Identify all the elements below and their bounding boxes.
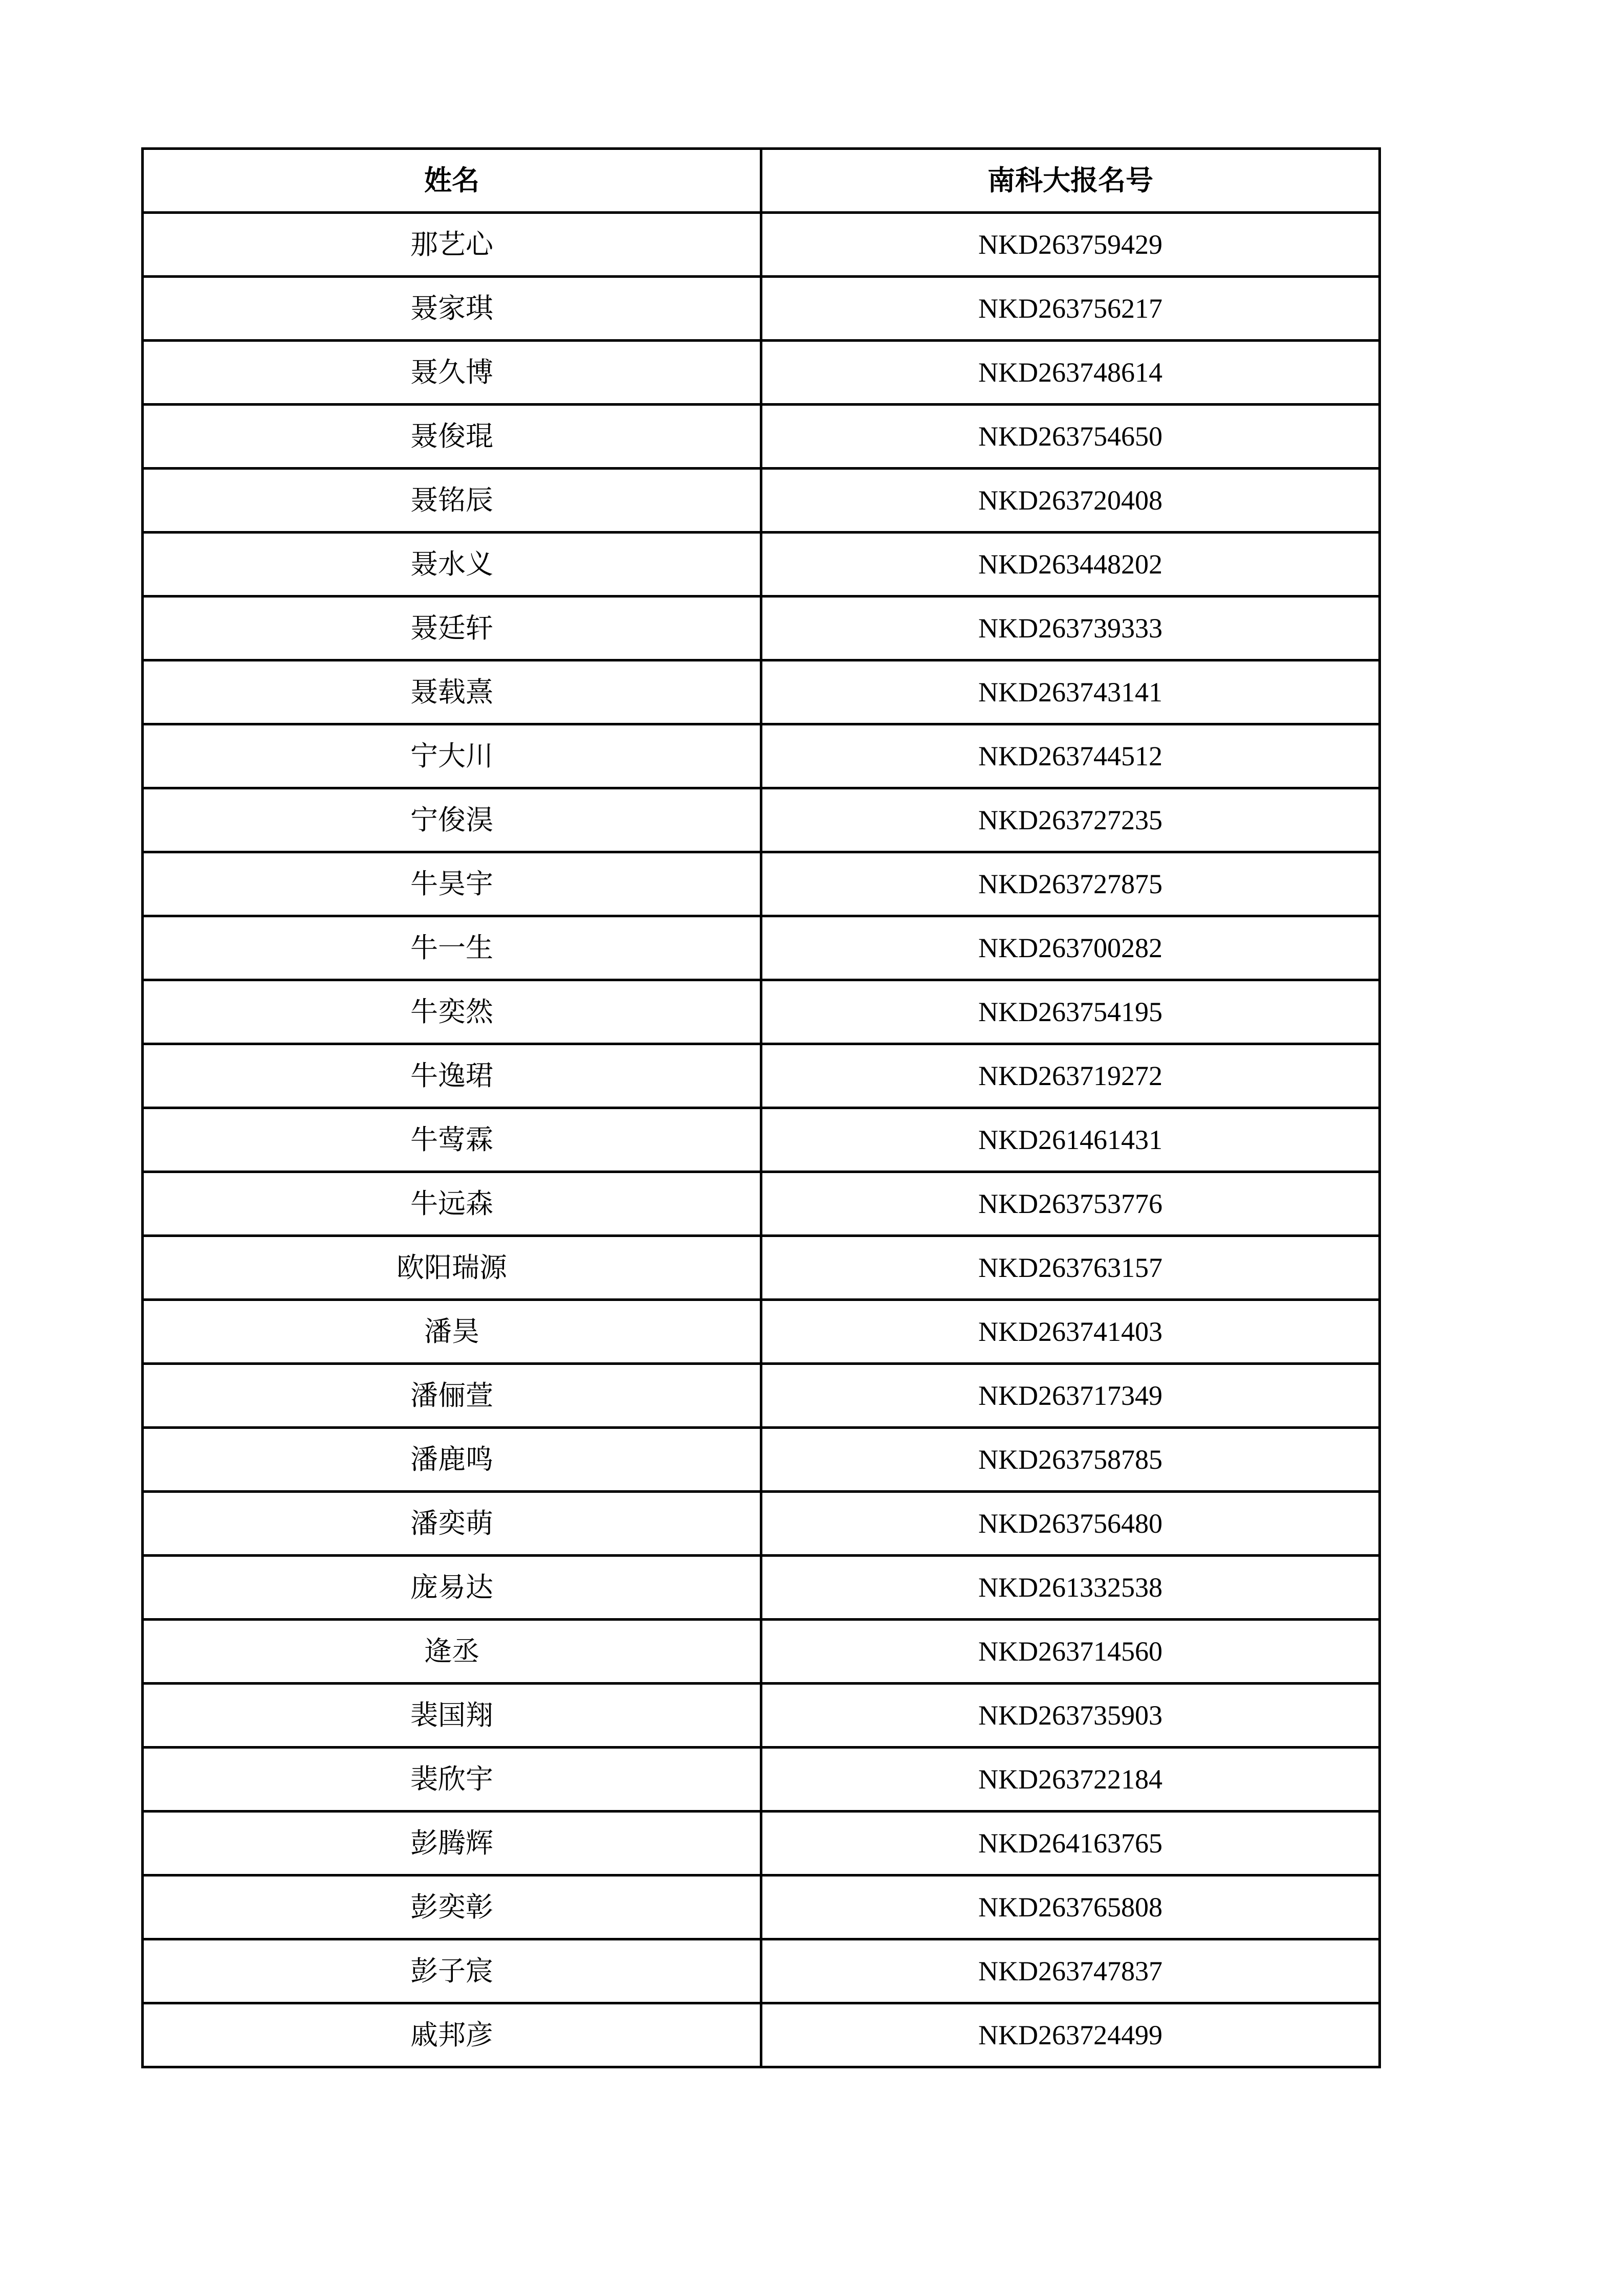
table-row (143, 1492, 1380, 1556)
table-row (143, 916, 1380, 980)
name-cell: 彭子宸 (143, 1939, 761, 2003)
table-row (143, 724, 1380, 788)
table-row (143, 469, 1380, 533)
table-row (143, 1044, 1380, 1108)
registration-number-cell: NKD263722184 (761, 1748, 1380, 1812)
registration-number-cell: NKD263754195 (761, 980, 1380, 1044)
name-cell: 聂载熹 (143, 660, 761, 724)
name-cell: 潘鹿鸣 (143, 1428, 761, 1492)
name-cell: 聂廷轩 (143, 597, 761, 660)
name-cell: 裴国翔 (143, 1684, 761, 1748)
name-cell: 牛奕然 (143, 980, 761, 1044)
registration-number-cell: NKD263744512 (761, 724, 1380, 788)
name-cell: 聂久博 (143, 341, 761, 405)
table-row (143, 213, 1380, 277)
table-row (143, 1939, 1380, 2003)
table-row (143, 1812, 1380, 1875)
name-cell: 彭腾辉 (143, 1812, 761, 1875)
name-cell: 聂俊琨 (143, 405, 761, 469)
registration-table (141, 147, 1381, 2068)
table-row (143, 341, 1380, 405)
name-cell: 庞易达 (143, 1556, 761, 1620)
table-row (143, 1300, 1380, 1364)
registration-number-cell: NKD263720408 (761, 469, 1380, 533)
table-body (143, 213, 1380, 2067)
registration-number-cell: NKD264163765 (761, 1812, 1380, 1875)
table-row (143, 1236, 1380, 1300)
registration-number-cell: NKD263724499 (761, 2003, 1380, 2067)
name-cell: 牛昊宇 (143, 852, 761, 916)
registration-number-cell: NKD261332538 (761, 1556, 1380, 1620)
name-cell: 戚邦彦 (143, 2003, 761, 2067)
name-cell: 逄丞 (143, 1620, 761, 1684)
table-row (143, 277, 1380, 341)
name-cell: 聂水义 (143, 533, 761, 597)
registration-number-cell: NKD263741403 (761, 1300, 1380, 1364)
table-row (143, 1875, 1380, 1939)
table-row (143, 980, 1380, 1044)
table-row (143, 660, 1380, 724)
registration-number-cell: NKD263735903 (761, 1684, 1380, 1748)
table-row (143, 1748, 1380, 1812)
registration-number-cell: NKD261461431 (761, 1108, 1380, 1172)
name-cell: 潘奕萌 (143, 1492, 761, 1556)
header-name: 姓名 (143, 149, 761, 213)
header-registration-number: 南科大报名号 (761, 149, 1380, 213)
name-cell: 潘俪萱 (143, 1364, 761, 1428)
name-cell: 那艺心 (143, 213, 761, 277)
table-row (143, 533, 1380, 597)
registration-number-cell: NKD263700282 (761, 916, 1380, 980)
registration-number-cell: NKD263763157 (761, 1236, 1380, 1300)
name-cell: 牛远森 (143, 1172, 761, 1236)
registration-number-cell: NKD263748614 (761, 341, 1380, 405)
registration-number-cell: NKD263717349 (761, 1364, 1380, 1428)
registration-number-cell: NKD263758785 (761, 1428, 1380, 1492)
table-row (143, 2003, 1380, 2067)
registration-number-cell: NKD263747837 (761, 1939, 1380, 2003)
table-row (143, 1364, 1380, 1428)
registration-number-cell: NKD263448202 (761, 533, 1380, 597)
name-cell: 潘昊 (143, 1300, 761, 1364)
name-cell: 宁大川 (143, 724, 761, 788)
registration-number-cell: NKD263727875 (761, 852, 1380, 916)
table-row (143, 1108, 1380, 1172)
registration-number-cell: NKD263714560 (761, 1620, 1380, 1684)
registration-number-cell: NKD263756480 (761, 1492, 1380, 1556)
name-cell: 牛莺霖 (143, 1108, 761, 1172)
table-row (143, 788, 1380, 852)
table-header-row (143, 149, 1380, 213)
registration-number-cell: NKD263753776 (761, 1172, 1380, 1236)
table-row (143, 1428, 1380, 1492)
registration-number-cell: NKD263743141 (761, 660, 1380, 724)
name-cell: 聂铭辰 (143, 469, 761, 533)
name-cell: 欧阳瑞源 (143, 1236, 761, 1300)
table-row (143, 597, 1380, 660)
name-cell: 牛一生 (143, 916, 761, 980)
name-cell: 裴欣宇 (143, 1748, 761, 1812)
registration-number-cell: NKD263754650 (761, 405, 1380, 469)
name-cell: 宁俊淏 (143, 788, 761, 852)
table-row (143, 1684, 1380, 1748)
name-cell: 牛逸珺 (143, 1044, 761, 1108)
registration-number-cell: NKD263765808 (761, 1875, 1380, 1939)
table-row (143, 1556, 1380, 1620)
registration-number-cell: NKD263739333 (761, 597, 1380, 660)
registration-number-cell: NKD263727235 (761, 788, 1380, 852)
table-row (143, 852, 1380, 916)
table-row (143, 405, 1380, 469)
registration-number-cell: NKD263756217 (761, 277, 1380, 341)
table-row (143, 1172, 1380, 1236)
registration-number-cell: NKD263759429 (761, 213, 1380, 277)
registration-number-cell: NKD263719272 (761, 1044, 1380, 1108)
name-cell: 聂家琪 (143, 277, 761, 341)
table-row (143, 1620, 1380, 1684)
name-cell: 彭奕彰 (143, 1875, 761, 1939)
